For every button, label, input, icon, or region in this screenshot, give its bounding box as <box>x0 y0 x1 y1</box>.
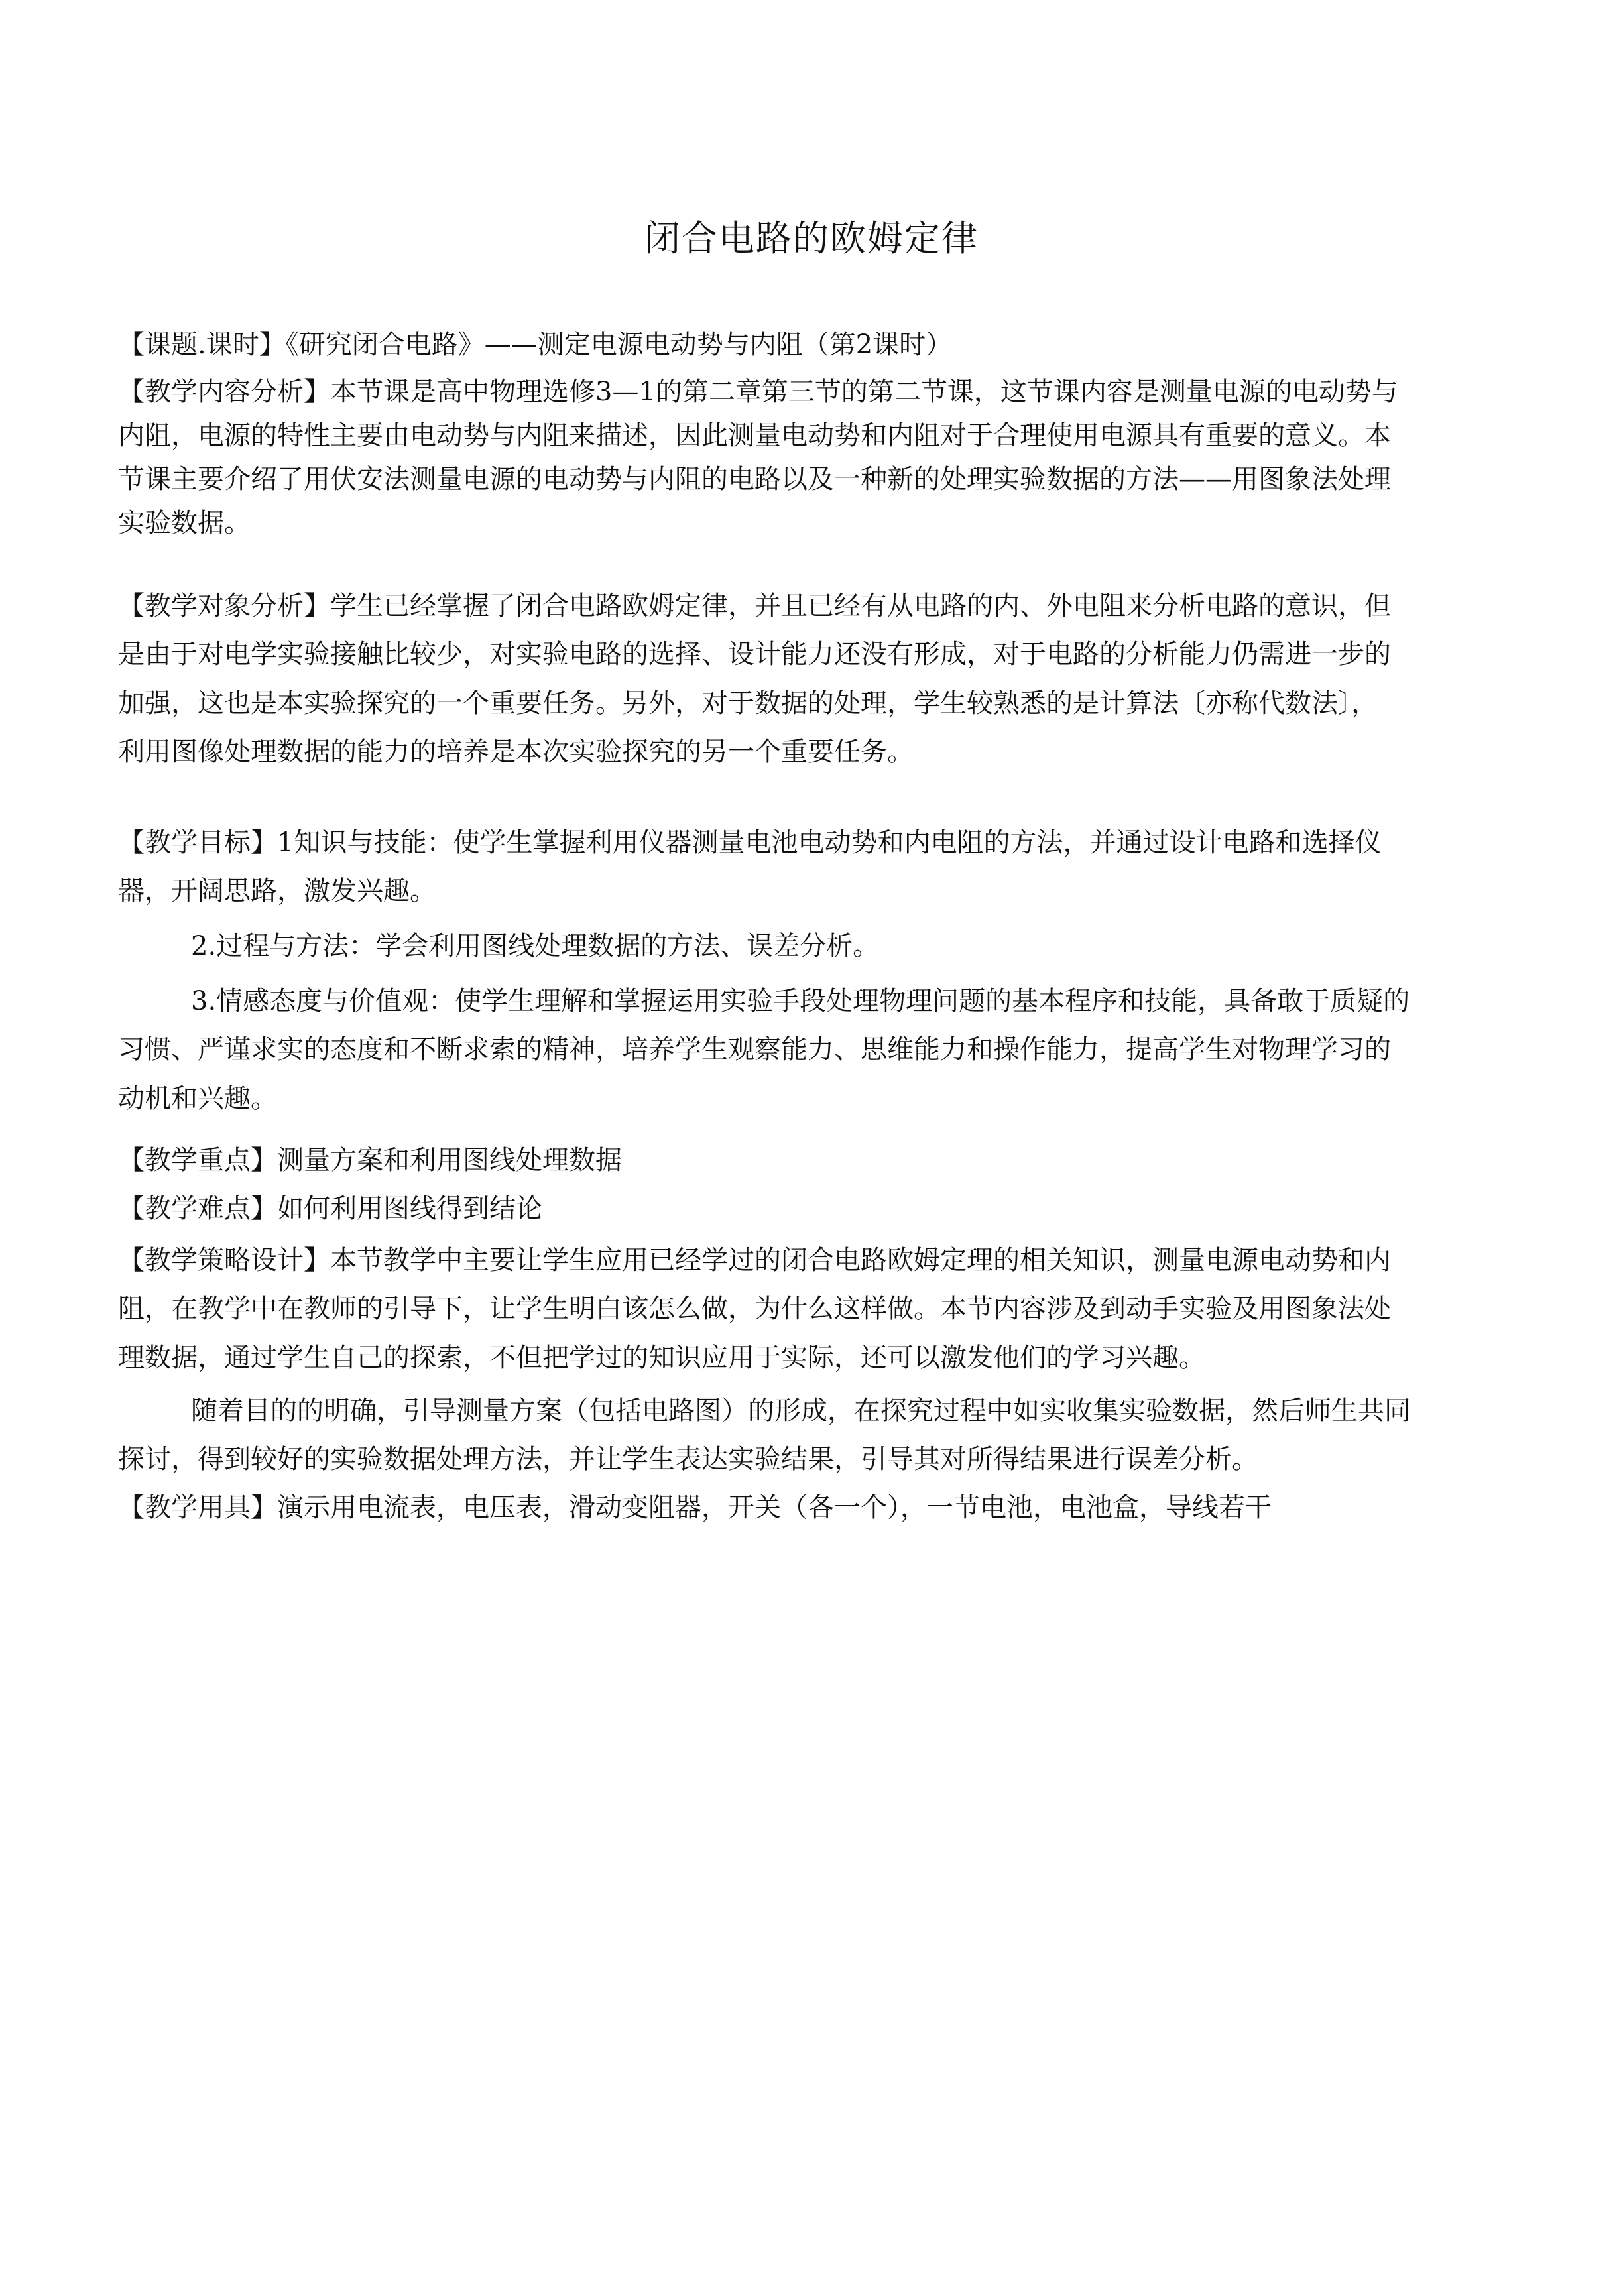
student-analysis-line-1: 【教学对象分析】学生已经掌握了闭合电路欧姆定律，并且已经有从电路的内、外电阻来分析电路的意识，但 <box>118 591 1391 621</box>
content-analysis-line-4: 实验数据。 <box>118 508 251 538</box>
difficult-points-line: 【教学难点】如何利用图线得到结论 <box>118 1193 542 1224</box>
objectives-values-line-1: 3.情感态度与价值观：使学生理解和掌握运用实验手段处理物理问题的基本程序和技能，具备敢于质疑的 <box>191 986 1410 1016</box>
objectives-values-line-3: 动机和兴趣。 <box>118 1083 277 1114</box>
strategy-line-3: 理数据，通过学生自己的探索，不但把学过的知识应用于实际，还可以激发他们的学习兴趣。 <box>118 1343 1205 1373</box>
content-analysis-line-1: 【教学内容分析】本节课是高中物理选修3—1的第二章第三节的第二节课，这节课内容是测量电源的电动势与 <box>118 377 1398 407</box>
objectives-values-line-2: 习惯、严谨求实的态度和不断求索的精神，培养学生观察能力、思维能力和操作能力，提高学生对物理学习的 <box>118 1034 1391 1065</box>
objectives-line-1: 【教学目标】1知识与技能：使学生掌握利用仪器测量电池电动势和内电阻的方法，并通过设计电路和选择仪 <box>118 827 1382 858</box>
objectives-process-line: 2.过程与方法：学会利用图线处理数据的方法、误差分析。 <box>191 931 880 961</box>
objectives-line-2: 器，开阔思路，激发兴趣。 <box>118 876 436 906</box>
teaching-tools-line: 【教学用具】演示用电流表，电压表，滑动变阻器，开关（各一个），一节电池，电池盒，导线若干 <box>118 1492 1272 1523</box>
strategy-line-5: 探讨，得到较好的实验数据处理方法，并让学生表达实验结果，引导其对所得结果进行误差分析。 <box>118 1444 1258 1475</box>
key-points-line: 【教学重点】测量方案和利用图线处理数据 <box>118 1145 622 1176</box>
strategy-line-4: 随着目的的明确，引导测量方案（包括电路图）的形成，在探究过程中如实收集实验数据，然后师生共同 <box>191 1396 1411 1426</box>
lesson-topic-line: 【课题.课时】《研究闭合电路》——测定电源电动势与内阻（第2课时） <box>118 330 953 360</box>
document-title: 闭合电路的欧姆定律 <box>644 217 979 259</box>
student-analysis-line-2: 是由于对电学实验接触比较少，对实验电路的选择、设计能力还没有形成，对于电路的分析能力仍需进一步的 <box>118 639 1391 670</box>
content-analysis-line-3: 节课主要介绍了用伏安法测量电源的电动势与内阻的电路以及一种新的处理实验数据的方法——用图象法处理 <box>118 464 1391 495</box>
student-analysis-line-3: 加强，这也是本实验探究的一个重要任务。另外，对于数据的处理，学生较熟悉的是计算法〔亦称代数法〕， <box>118 688 1378 719</box>
strategy-line-2: 阻，在教学中在教师的引导下，让学生明白该怎么做，为什么这样做。本节内容涉及到动手实验及用图象法处 <box>118 1294 1391 1324</box>
content-analysis-line-2: 内阻，电源的特性主要由电动势与内阻来描述，因此测量电动势和内阻对于合理使用电源具有重要的意义。本 <box>118 420 1391 451</box>
student-analysis-line-4: 利用图像处理数据的能力的培养是本次实验探究的另一个重要任务。 <box>118 737 914 767</box>
strategy-line-1: 【教学策略设计】本节教学中主要让学生应用已经学过的闭合电路欧姆定理的相关知识，测量电源电动势和内 <box>118 1245 1391 1276</box>
